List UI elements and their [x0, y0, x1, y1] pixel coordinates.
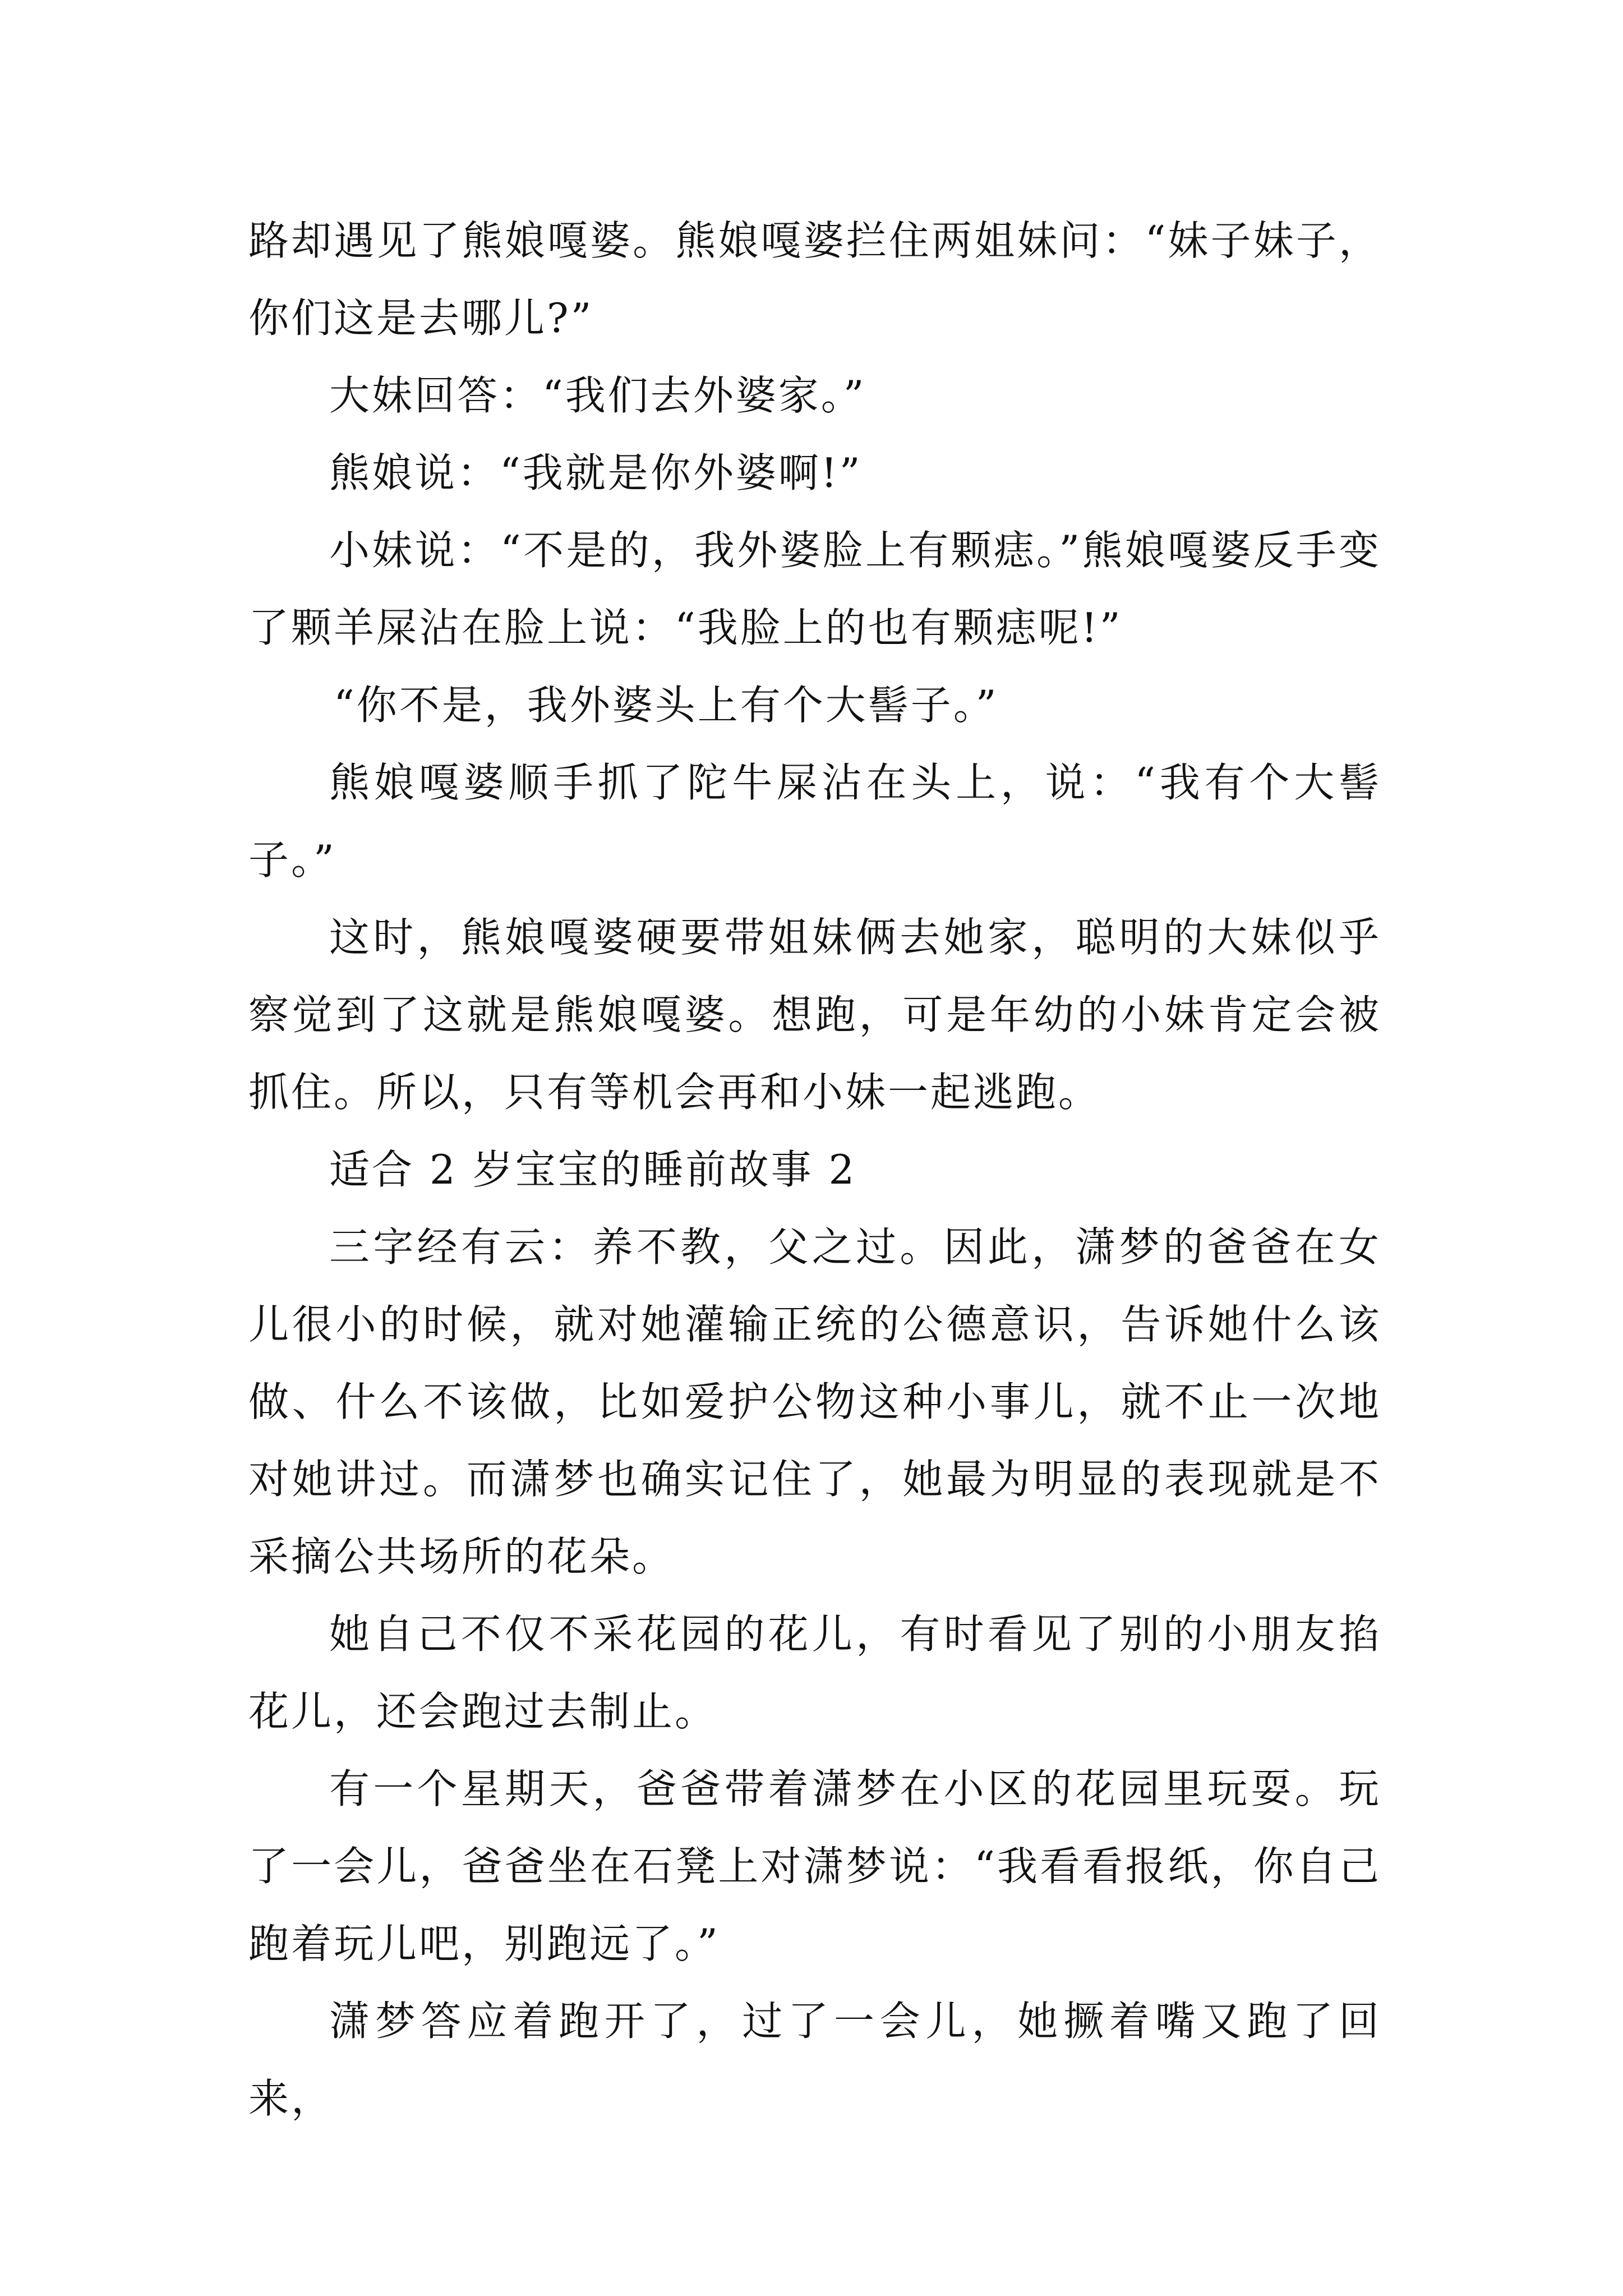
paragraph-1: 路却遇见了熊娘嘎婆。熊娘嘎婆拦住两姐妹问：“妹子妹子，你们这是去哪儿?” [248, 217, 1381, 342]
paragraph-5: “你不是，我外婆头上有个大髻子。” [334, 682, 999, 729]
section-paragraph-2: 她自己不仅不采花园的花儿，有时看见了别的小朋友掐花儿，还会跑过去制止。 [248, 1611, 1381, 1735]
paragraph-2: 大妹回答：“我们去外婆家。” [329, 372, 866, 419]
paragraph-6: 熊娘嘎婆顺手抓了陀牛屎沾在头上，说：“我有个大髻子。” [248, 759, 1381, 884]
section-paragraph-3: 有一个星期天，爸爸带着潇梦在小区的花园里玩耍。玩了一会儿，爸爸坐在石凳上对潇梦说：“我看看报纸，你自己跑着玩儿吧，别跑远了。” [248, 1765, 1381, 1967]
paragraph-3: 熊娘说：“我就是你外婆啊!” [329, 449, 863, 496]
section-paragraph-4: 潇梦答应着跑开了，过了一会儿，她撅着嘴又跑了回来， [248, 1998, 1381, 2122]
section-paragraph-1: 三字经有云：养不教，父之过。因此，潇梦的爸爸在女儿很小的时候，就对她灌输正统的公德意识，告诉她什么该做、什么不该做，比如爱护公物这种小事儿，就不止一次地对她讲过。而潇梦也确实记住了，她最为明显的表现就是不采摘公共场所的花朵。 [248, 1223, 1381, 1580]
paragraph-7: 这时，熊娘嘎婆硬要带姐妹俩去她家，聪明的大妹似乎察觉到了这就是熊娘嘎婆。想跑，可是年幼的小妹肯定会被抓住。所以，只有等机会再和小妹一起逃跑。 [248, 914, 1381, 1116]
document-body [248, 202, 1381, 2137]
section-heading: 适合 2 岁宝宝的睡前故事 2 [329, 1146, 857, 1193]
paragraph-4: 小妹说：“不是的，我外婆脸上有颗痣。”熊娘嘎婆反手变了颗羊屎沾在脸上说：“我脸上的也有颗痣呢!” [248, 527, 1381, 651]
